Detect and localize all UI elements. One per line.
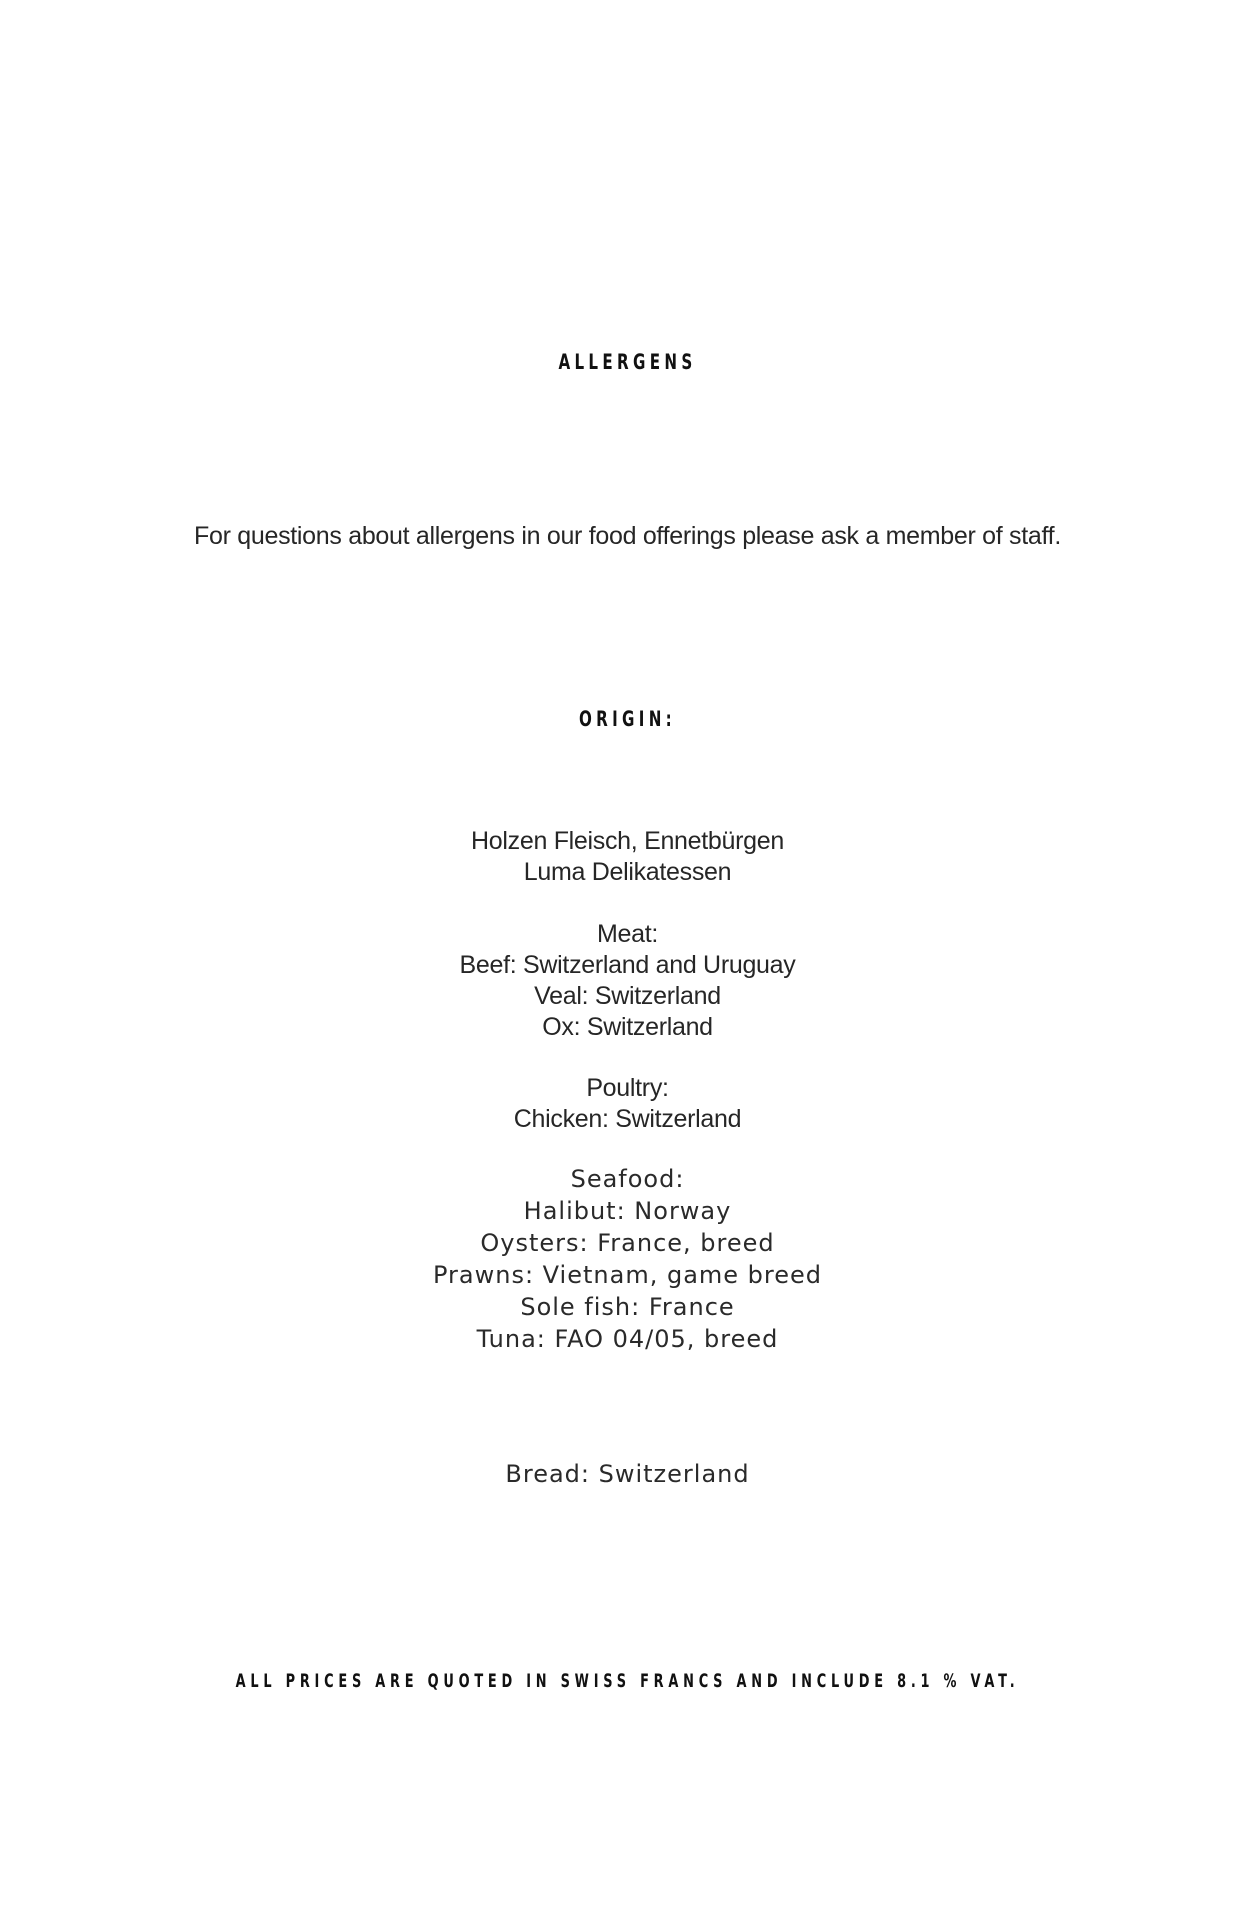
poultry-title: Poultry: [586, 1074, 669, 1102]
meat-title: Meat: [596, 920, 659, 948]
seafood-title: Seafood: [570, 1165, 685, 1193]
supplier-line: Holzen Fleisch, Ennetbürgen [471, 827, 784, 855]
supplier-line: Luma Delikatessen [523, 858, 732, 886]
poultry-block [0, 1073, 1255, 1135]
poultry-line: Chicken: Switzerland [513, 1105, 742, 1133]
seafood-line: Halibut: Norway [523, 1197, 732, 1225]
vat-note: ALL PRICES ARE QUOTED IN SWISS FRANCS AND INCLUDE 8.1 % VAT. [235, 1670, 1020, 1692]
seafood-line: Prawns: Vietnam, game breed [432, 1261, 823, 1289]
meat-line: Beef: Switzerland and Uruguay [459, 951, 796, 979]
seafood-line: Oysters: France, breed [480, 1229, 775, 1257]
allergens-heading: ALLERGENS [558, 350, 697, 374]
meat-line: Veal: Switzerland [534, 982, 721, 1010]
meat-block [0, 919, 1255, 1043]
seafood-line: Sole fish: France [520, 1293, 735, 1321]
bread-line: Bread: Switzerland [505, 1460, 750, 1488]
suppliers-block [0, 826, 1255, 888]
seafood-block [0, 1163, 1255, 1355]
seafood-line: Tuna: FAO 04/05, breed [476, 1325, 779, 1353]
origin-heading: ORIGIN: [578, 707, 677, 731]
allergens-text: For questions about allergens in our food offerings please ask a member of staff. [194, 522, 1061, 550]
meat-line: Ox: Switzerland [542, 1013, 713, 1041]
